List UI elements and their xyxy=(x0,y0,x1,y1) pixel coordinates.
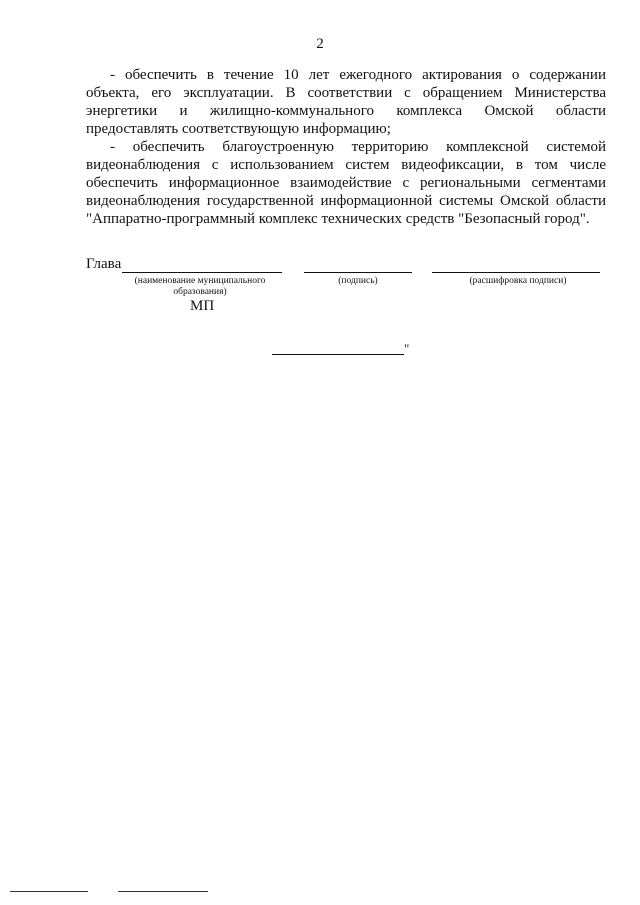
date-line xyxy=(272,354,404,355)
page-number: 2 xyxy=(316,36,324,52)
date-quote-mark: " xyxy=(404,341,410,356)
signature-caption: (подпись) xyxy=(338,276,378,286)
paragraph-reporting: - обеспечить в течение 10 лет ежегодного актирования о содержании объекта, его эксплуатации. В соответствии с обращением Министерства энергетики и жилищно-коммунального комплекса Омской области предоставлять соответствующую информацию; xyxy=(86,67,606,137)
signature-block xyxy=(0,254,640,314)
municipal-name-caption: (наименование муниципального образования) xyxy=(134,276,266,297)
signature-line xyxy=(304,272,412,273)
signature-decode-caption: (расшифровка подписи) xyxy=(469,276,567,286)
footer-line xyxy=(118,891,208,892)
signature-head-label: Глава xyxy=(86,256,122,272)
municipal-name-line xyxy=(122,272,282,273)
stamp-label: МП xyxy=(190,298,215,314)
footer-line xyxy=(10,891,88,892)
paragraph-video-surveillance: - обеспечить благоустроенную территорию комплексной системой видеонаблюдения с использованием систем видеофиксации, в том числе обеспечить информационное взаимодействие с региональными сегментами видеонаблюдения государственной информационной системы Омской области "Аппаратно-программный комплекс технических средств "Безопасный город". xyxy=(86,139,606,227)
signature-decode-line xyxy=(432,272,600,273)
